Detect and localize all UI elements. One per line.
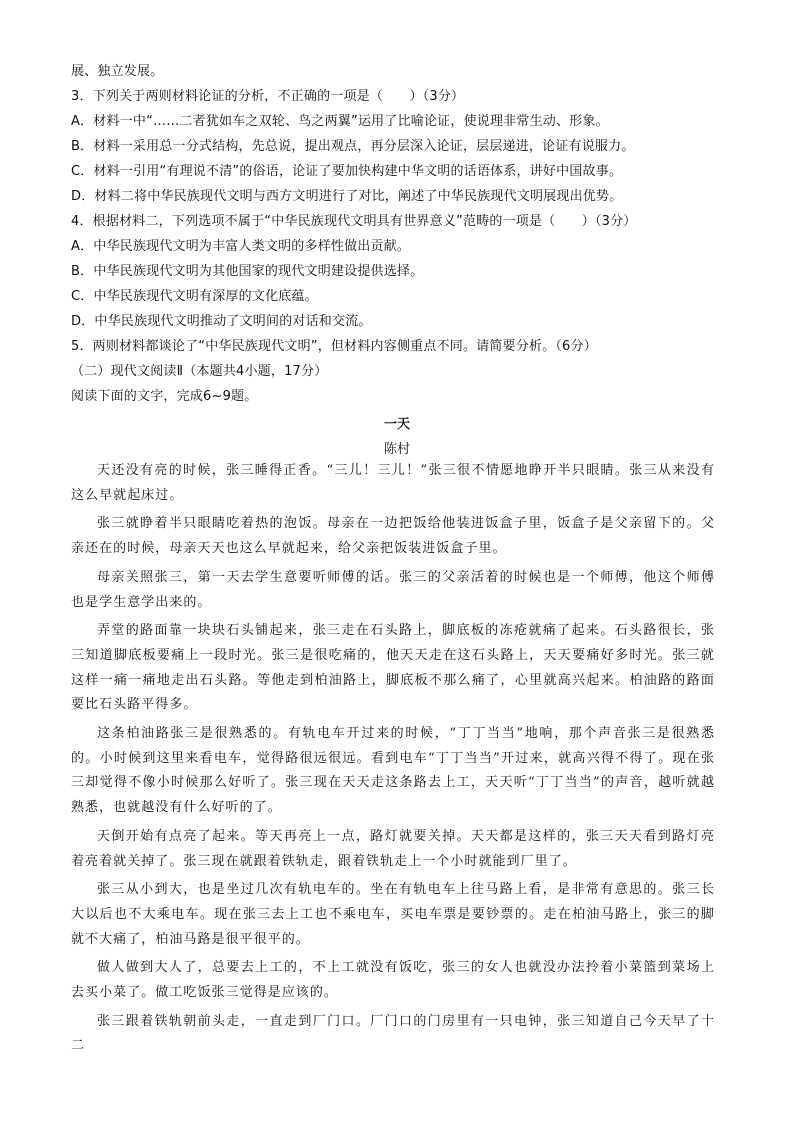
question-5-stem: 5．两则材料都谈论了“中华民族现代文明”，但材料内容侧重点不同。请简要分析。（6分） [71,339,597,354]
question-3-option-b: B．材料一采用总一分式结构，先总说，提出观点，再分层深入论证，层层递进，论证有说服力。 [71,139,635,154]
story-paragraph: 做人做到大人了，总要去上工的，不上工就没有饭吃，张三的女人也就没办法拎着小菜篮到菜场上去买小菜了。做工吃饭张三觉得是应该的。 [71,960,715,1001]
section-instruction: 阅读下面的文字，完成6~9题。 [71,389,258,404]
question-4-option-c: C．中华民族现代文明有深厚的文化底蕴。 [71,289,318,304]
section-heading: （二）现代文阅读Ⅱ（本题共4小题，17分） [71,364,328,379]
question-4-option-b: B．中华民族现代文明为其他国家的现代文明建设提供选择。 [71,264,424,279]
story-paragraph: 张三就睁着半只眼睛吃着热的泡饭。母亲在一边把饭给他装进饭盒子里，饭盒子是父亲留下的。父亲还在的时候，母亲天天也这么早就起来，给父亲把饭装进饭盒子里。 [71,516,715,557]
question-3-option-a: A．材料一中“……二者犹如车之双轮、鸟之两翼”运用了比喻论证，使说理非常生动、形象。 [71,114,609,129]
story-paragraph: 母亲关照张三，第一天去学生意要听师傅的话。张三的父亲活着的时候也是一个师傅，他这个师傅也是学生意学出来的。 [71,569,715,610]
story-paragraph: 张三从小到大，也是坐过几次有轨电车的。坐在有轨电车上往马路上看，是非常有意思的。张三长大以后也不大乘电车。现在张三去上工也不乘电车，买电车票是要钞票的。走在柏油马路上，张三的脚就不大痛了，柏油马路是很平很平的。 [71,882,715,947]
story-title: 一天 [383,417,410,432]
question-4-stem: 4．根据材料二，下列选项不属于“中华民族现代文明具有世界意义”范畴的一项是（ ）（3分） [71,214,637,229]
story-author: 陈村 [383,442,410,457]
question-4-option-a: A．中华民族现代文明为丰富人类文明的多样性做出贡献。 [71,239,411,254]
text-line-continuation: 展、独立发展。 [71,64,164,79]
question-3-stem: 3．下列关于两则材料论证的分析，不正确的一项是（ ）（3分） [71,89,465,104]
story-body [71,459,715,1059]
question-4-option-d: D．中华民族现代文明推动了文明间的对话和交流。 [71,314,372,329]
story-paragraph: 天倒开始有点亮了起来。等天再亮上一点，路灯就要关掉。天天都是这样的，张三天天看到路灯亮着亮着就关掉了。张三现在就跟着铁轨走，跟着铁轨走上一个小时就能到厂里了。 [71,828,715,869]
question-3-option-d: D．材料二将中华民族现代文明与西方文明进行了对比，阐述了中华民族现代文明展现出优势。 [71,189,623,204]
question-3-option-c: C．材料一引用“有理说不清”的俗语，论证了要加快构建中华文明的话语体系，讲好中国故事。 [71,164,623,179]
story-paragraph: 张三跟着铁轨朝前头走，一直走到厂门口。厂门口的门房里有一只电钟，张三知道自己今天早了十二 [71,1013,715,1054]
story-paragraph: 天还没有亮的时候，张三睡得正香。“三儿！三儿！”张三很不情愿地睁开半只眼睛。张三从来没有这么早就起床过。 [71,463,715,503]
story-paragraph: 弄堂的路面靠一块块石头铺起来，张三走在石头路上，脚底板的冻疮就痛了起来。石头路很长，张三知道脚底板要痛上一段时光。张三是很吃痛的，他天天走在这石头路上，天天要痛好多时光。张三就这样一痛一痛地走出石头路。等他走到柏油路上，脚底板不那么痛了，心里就高兴起来。柏油路的路面要比石头路平得多。 [71,623,715,713]
story-paragraph: 这条柏油路张三是很熟悉的。有轨电车开过来的时候，“丁丁当当”地响，那个声音张三是很熟悉的。小时候到这里来看电车，觉得路很远很远。看到电车“丁丁当当”开过来，就高兴得不得了。现在张三却觉得不像小时候那么好听了。张三现在天天走这条路去上工，天天听“丁丁当当”的声音，越听就越熟悉，也就越没有什么好听的了。 [71,726,715,816]
